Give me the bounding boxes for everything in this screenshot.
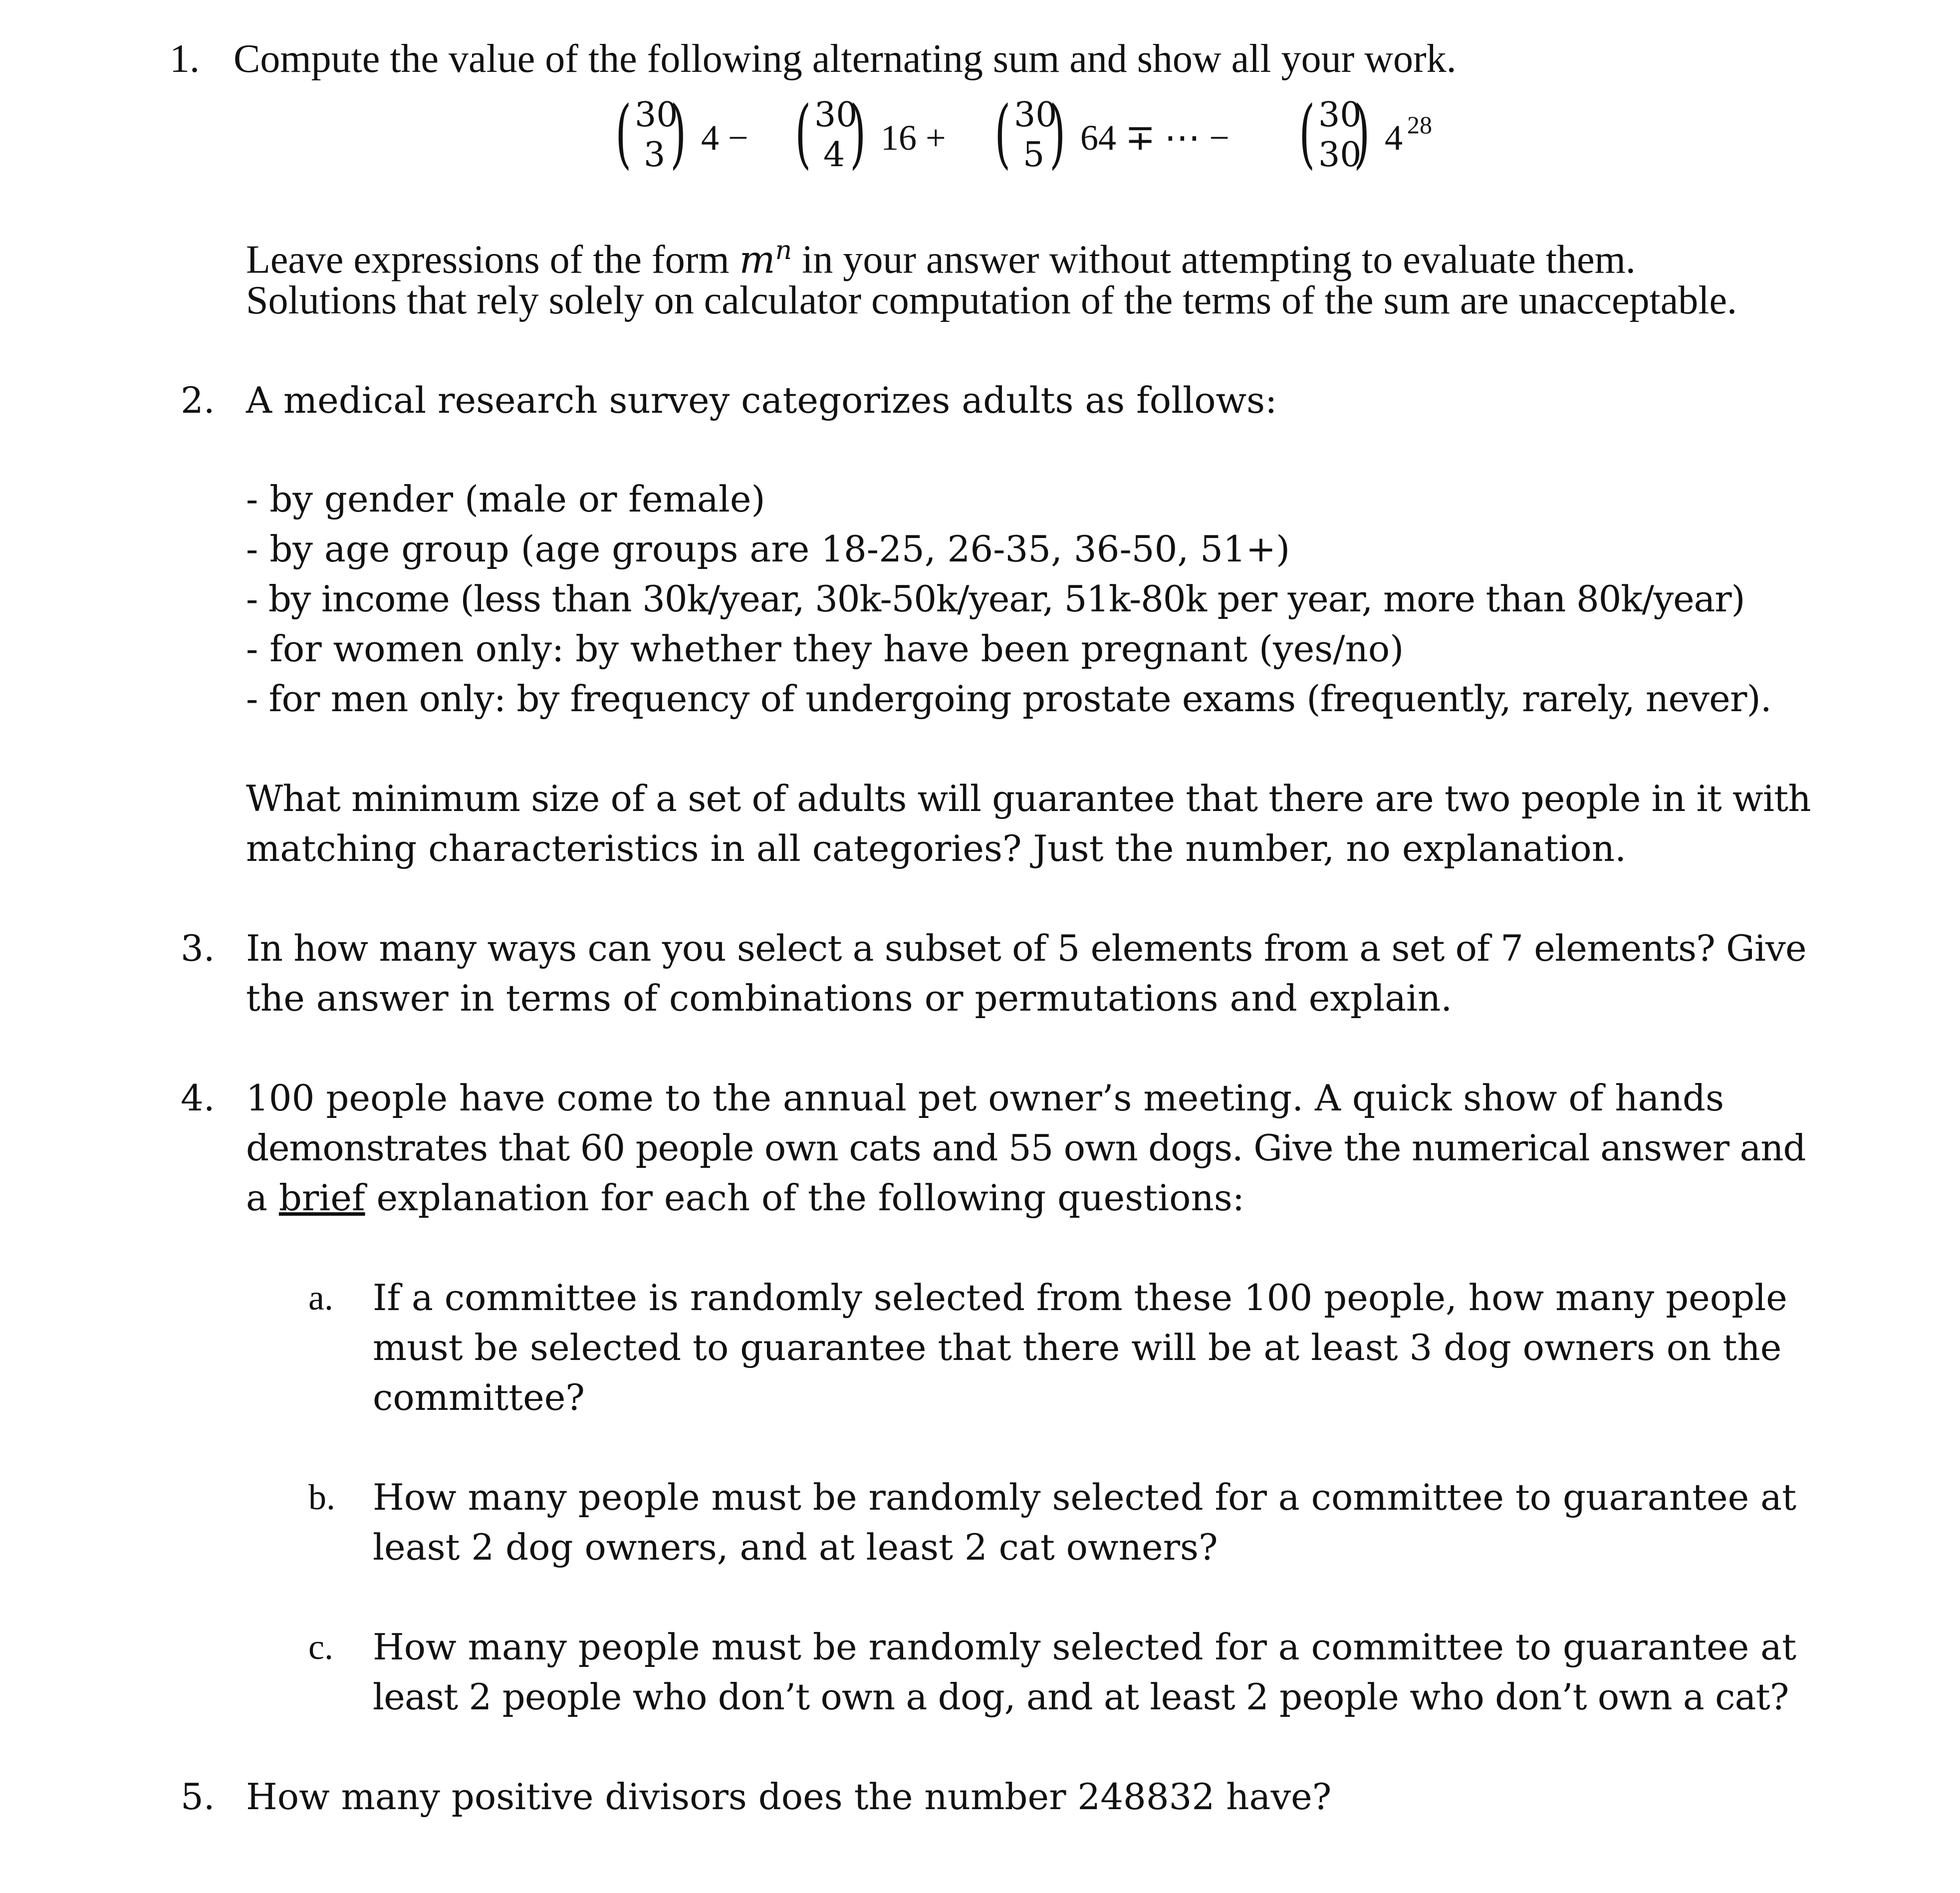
right-paren: ) bbox=[850, 90, 866, 177]
left-paren: ( bbox=[615, 90, 632, 177]
q5-number: 5. bbox=[181, 1776, 215, 1818]
q4c-label: c. bbox=[308, 1627, 333, 1667]
q1-text: Compute the value of the following alternating sum and show all your work. bbox=[234, 37, 1457, 81]
q2-item-age: - by age group (age groups are 18-25, 26-35, 36-50, 51+) bbox=[246, 528, 1290, 570]
q4-number: 4. bbox=[181, 1077, 215, 1119]
q3-line2: the answer in terms of combinations or permutations and explain. bbox=[246, 977, 1453, 1019]
q4a-line2: must be selected to guarantee that there will be at least 3 dog owners on the bbox=[373, 1327, 1782, 1368]
q2-intro: A medical research survey categorizes adults as follows: bbox=[246, 379, 1277, 421]
term-2: 16 + bbox=[881, 118, 946, 158]
q2-item-gender: - by gender (male or female) bbox=[246, 478, 765, 520]
binom-top: 30 bbox=[1318, 95, 1362, 135]
right-paren: ) bbox=[1049, 90, 1066, 177]
math-n: n bbox=[775, 236, 792, 266]
q3-number: 3. bbox=[181, 927, 215, 969]
q4-line3-part-b: explanation for each of the following questions: bbox=[365, 1177, 1245, 1219]
q4-line2: demonstrates that 60 people own cats and 55 own dogs. Give the numerical answer and bbox=[246, 1127, 1806, 1169]
left-paren: ( bbox=[795, 90, 811, 177]
binom-top: 30 bbox=[814, 95, 858, 135]
q2-question-line2: matching characteristics in all categories? Just the number, no explanation. bbox=[246, 827, 1626, 869]
q1-note-part-a: Leave expressions of the form bbox=[246, 238, 739, 282]
q2-question-line1: What minimum size of a set of adults will guarantee that there are two people in it with bbox=[246, 778, 1811, 819]
left-paren: ( bbox=[994, 90, 1011, 177]
q4a-label: a. bbox=[308, 1278, 333, 1318]
q4-line3-part-a: a bbox=[246, 1177, 279, 1219]
left-paren: ( bbox=[1299, 90, 1315, 177]
q4-line3-underlined: brief bbox=[278, 1177, 365, 1219]
q2-item-women: - for women only: by whether they have been pregnant (yes/no) bbox=[246, 628, 1404, 670]
q4b-line2: least 2 dog owners, and at least 2 cat owners? bbox=[373, 1526, 1218, 1568]
binom-top: 30 bbox=[1014, 95, 1057, 135]
math-m: m bbox=[739, 237, 775, 282]
binomial-30-30 bbox=[1297, 92, 1392, 187]
binomial-30-5 bbox=[993, 92, 1088, 187]
binom-bottom: 4 bbox=[823, 135, 845, 175]
q1-note-part-b: in your answer without attempting to evaluate them. bbox=[792, 238, 1636, 282]
q1-formula bbox=[614, 92, 1462, 187]
term-1: 4 − bbox=[701, 118, 748, 158]
term-3: 64 ∓ ⋯ − bbox=[1080, 118, 1229, 158]
right-paren: ) bbox=[1354, 90, 1370, 177]
q4-line3 bbox=[246, 1173, 1244, 1223]
right-paren: ) bbox=[670, 90, 687, 177]
binom-top: 30 bbox=[635, 95, 678, 135]
q1-note-line2: Solutions that rely solely on calculator computation of the terms of the sum are unacceptable. bbox=[246, 278, 1737, 322]
q1-number: 1. bbox=[170, 37, 200, 81]
q4c-line1: How many people must be randomly selected for a committee to guarantee at bbox=[373, 1626, 1796, 1668]
q4c-line2: least 2 people who don’t own a dog, and at least 2 people who don’t own a cat? bbox=[373, 1676, 1789, 1718]
binom-bottom: 3 bbox=[644, 135, 666, 175]
binomial-30-4 bbox=[793, 92, 888, 187]
q3-line1: In how many ways can you select a subset of 5 elements from a set of 7 elements? Give bbox=[246, 927, 1806, 969]
binomial-30-3 bbox=[614, 92, 709, 187]
q2-number: 2. bbox=[181, 379, 215, 421]
q2-item-men: - for men only: by frequency of undergoing prostate exams (frequently, rarely, never). bbox=[246, 678, 1771, 720]
q2-item-income: - by income (less than 30k/year, 30k-50k/year, 51k-80k per year, more than 80k/year) bbox=[246, 578, 1745, 620]
binom-bottom: 5 bbox=[1023, 135, 1045, 175]
term-4: 4 bbox=[1385, 118, 1403, 158]
q4-line1: 100 people have come to the annual pet owner’s meeting. A quick show of hands bbox=[246, 1077, 1724, 1119]
q5-text: How many positive divisors does the number 248832 have? bbox=[246, 1776, 1332, 1818]
q4a-line1: If a committee is randomly selected from these 100 people, how many people bbox=[373, 1277, 1787, 1319]
q4b-line1: How many people must be randomly selected for a committee to guarantee at bbox=[373, 1476, 1796, 1518]
term-4-exponent: 28 bbox=[1407, 111, 1432, 139]
q4b-label: b. bbox=[308, 1477, 335, 1517]
q4a-line3: committee? bbox=[373, 1376, 585, 1418]
binom-bottom: 30 bbox=[1318, 135, 1362, 175]
